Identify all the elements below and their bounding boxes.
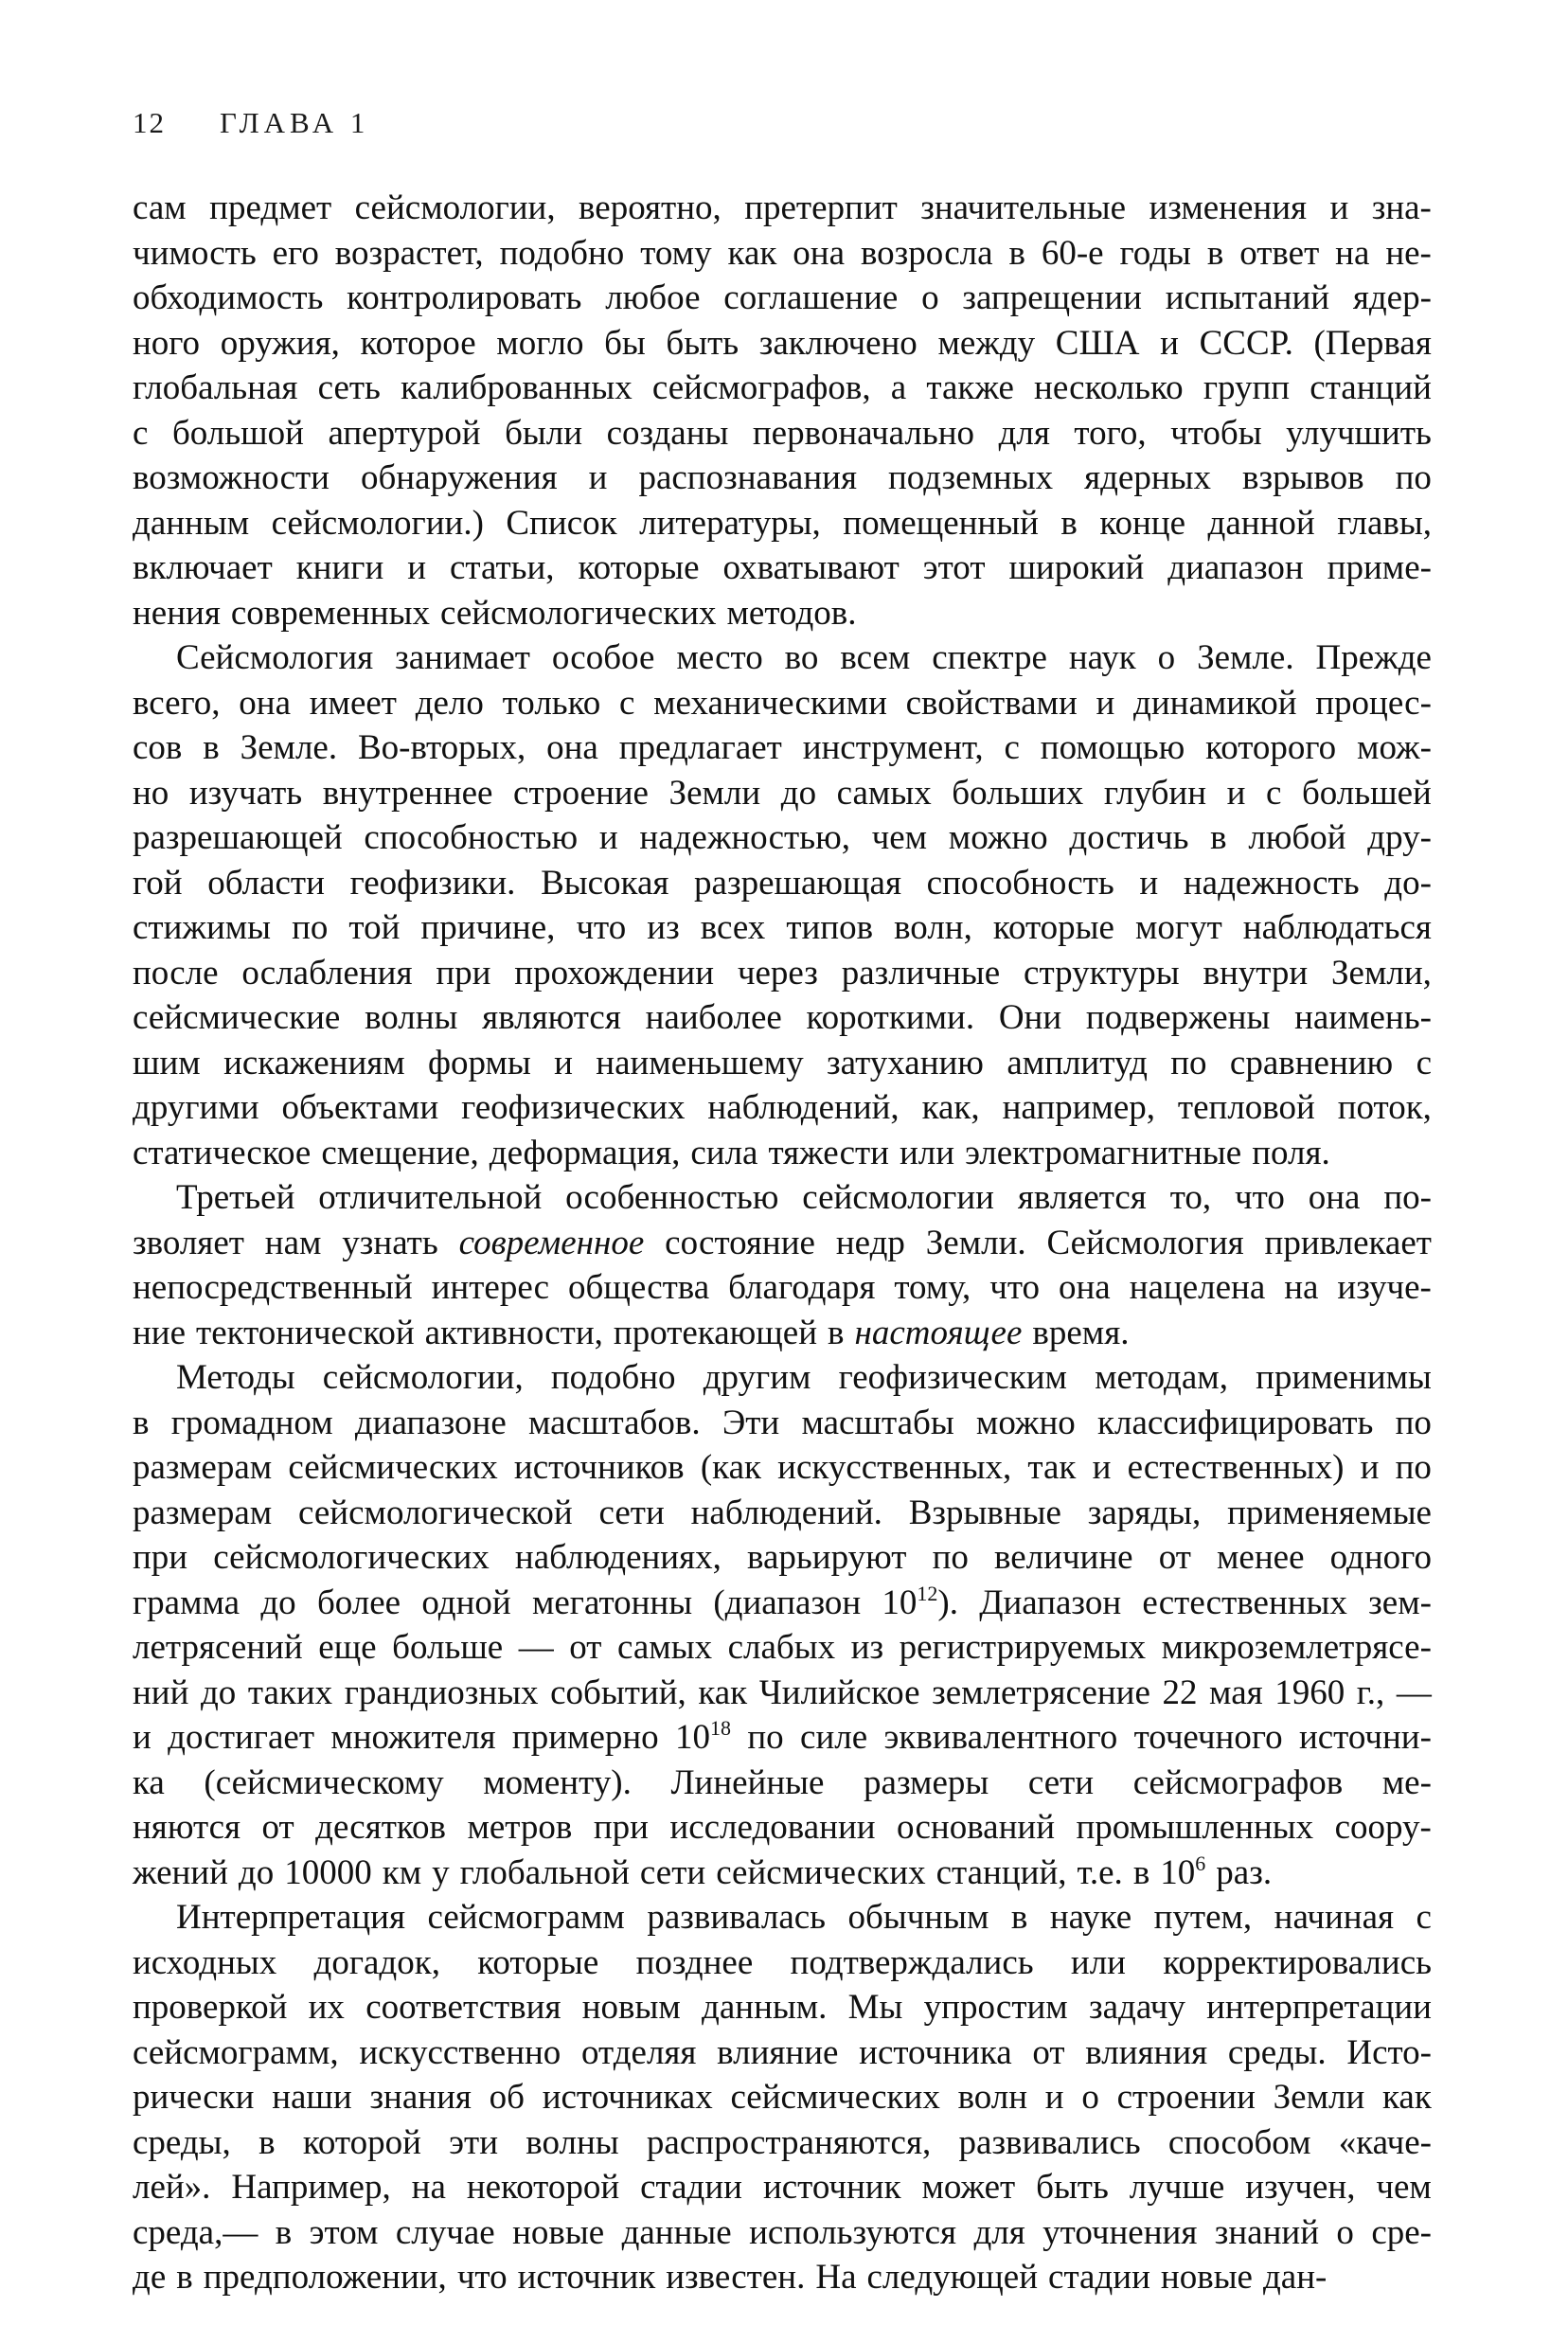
text-line: Интерпретация сейсмограмм развивалась обычным в науке путем, начиная с (176, 1898, 1432, 1937)
text-line: размерам сейсмологической сети наблюдений. Взрывные заряды, применяемые (133, 1493, 1432, 1532)
text-line: де в предположении, что источник известен. На следующей стадии новые дан- (133, 2258, 1327, 2297)
text-line: всего, она имеет дело только с механическими свойствами и динамикой процес- (133, 683, 1432, 723)
text-line: ний до таких грандиозных событий, как Чилийское землетрясение 22 мая 1960 г., — (133, 1672, 1432, 1712)
text-line: сам предмет сейсмологии, вероятно, претерпит значительные изменения и зна- (133, 188, 1432, 227)
text-line: нения современных сейсмологических методов. (133, 593, 857, 633)
text-line: Сейсмология занимает особое место во всем спектре наук о Земле. Прежде (176, 638, 1432, 677)
text-line: и достигает множителя примерно $10^{18}$ по силе эквивалентного точечного источни- (133, 1716, 1432, 1757)
text-line: среды, в которой эти волны распространяются, развивались способом «каче- (133, 2122, 1432, 2162)
text-line: лей». Например, на некоторой стадии источник может быть лучше изучен, чем (133, 2168, 1432, 2207)
text-line: Методы сейсмологии, подобно другим геофизическим методам, применимы (176, 1358, 1432, 1397)
paragraph (133, 1355, 1432, 1895)
text-line: Третьей отличительной особенностью сейсмологии является то, что она по- (176, 1178, 1432, 1217)
paragraph (133, 186, 1432, 635)
text-line: ного оружия, которое могло бы быть заключено между США и СССР. (Первая (133, 323, 1432, 363)
page-number: 12 (133, 106, 166, 139)
text-line: данным сейсмологии.) Список литературы, помещенный в конце данной главы, (133, 503, 1432, 543)
text-line: после ослабления при прохождении через различные структуры внутри Земли, (133, 953, 1432, 993)
text-line: няются от десятков метров при исследовании оснований промышленных соору- (133, 1808, 1432, 1847)
paragraph (133, 635, 1432, 1175)
text-line: проверкой их соответствия новым данным. Мы упростим задачу интерпретации (133, 1988, 1432, 2027)
text-line: среда,— в этом случае новые данные используются для уточнения знаний о сре- (133, 2212, 1432, 2252)
text-line: возможности обнаружения и распознавания подземных ядерных взрывов по (133, 458, 1432, 497)
running-head (133, 106, 369, 140)
body-text (133, 186, 1432, 2300)
text-line: стижимы по той причине, что из всех типов волн, которые могут наблюдаться (133, 908, 1432, 947)
text-line: с большой апертурой были созданы первоначально для того, чтобы улучшить (133, 413, 1432, 453)
text-line: ние тектонической активности, протекающей в настоящее время. (133, 1313, 1130, 1352)
text-line: размерам сейсмических источников (как искусственных, так и естественных) и по (133, 1448, 1432, 1487)
text-line: сейсмограмм, искусственно отделяя влияние источника от влияния среды. Исто- (133, 2032, 1432, 2072)
text-line: жений до 10000 км у глобальной сети сейсмических станций, т.е. в $10^6$ раз. (133, 1851, 1273, 1892)
text-line: разрешающей способностью и надежностью, чем можно достичь в любой дру- (133, 818, 1432, 857)
text-line: сов в Земле. Во-вторых, она предлагает инструмент, с помощью которого мож- (133, 728, 1432, 767)
chapter-label: ГЛАВА 1 (220, 106, 370, 139)
text-line: статическое смещение, деформация, сила тяжести или электромагнитные поля. (133, 1133, 1330, 1172)
text-line: включает книги и статьи, которые охватывают этот широкий диапазон приме- (133, 548, 1432, 587)
text-line: рически наши знания об источниках сейсмических волн и о строении Земли как (133, 2078, 1432, 2117)
text-line: летрясений еще больше — от самых слабых из регистрируемых микроземлетрясе- (133, 1628, 1432, 1667)
text-line: при сейсмологических наблюдениях, варьируют по величине от менее одного (133, 1538, 1432, 1577)
text-line: непосредственный интерес общества благодаря тому, что она нацелена на изуче- (133, 1268, 1432, 1307)
text-line: в громадном диапазоне масштабов. Эти масштабы можно классифицировать по (133, 1403, 1432, 1442)
text-line: чимость его возрастет, подобно тому как она возросла в 60-е годы в ответ на не- (133, 233, 1432, 273)
text-line: гой области геофизики. Высокая разрешающая способность и надежность до- (133, 863, 1432, 903)
text-line: ка (сейсмическому моменту). Линейные размеры сети сейсмографов ме- (133, 1762, 1432, 1802)
text-line: обходимость контролировать любое соглашение о запрещении испытаний ядер- (133, 278, 1432, 317)
text-line: зволяет нам узнать современное состояние недр Земли. Сейсмология привлекает (133, 1223, 1432, 1262)
paragraph (133, 1175, 1432, 1355)
text-line: сейсмические волны являются наиболее короткими. Они подвержены наимень- (133, 998, 1432, 1037)
text-line: шим искажениям формы и наименьшему затуханию амплитуд по сравнению с (133, 1043, 1432, 1082)
paragraph (133, 1895, 1432, 2300)
text-line: глобальная сеть калиброванных сейсмографов, а также несколько групп станций (133, 368, 1432, 407)
text-line: исходных догадок, которые позднее подтверждались или корректировались (133, 1942, 1432, 1982)
text-line: но изучать внутреннее строение Земли до самых больших глубин и с большей (133, 773, 1432, 813)
text-line: грамма до более одной мегатонны (диапазон $10^{12}$). Диапазон естественных зем- (133, 1581, 1432, 1622)
text-line: другими объектами геофизических наблюдений, как, например, тепловой поток, (133, 1088, 1432, 1127)
